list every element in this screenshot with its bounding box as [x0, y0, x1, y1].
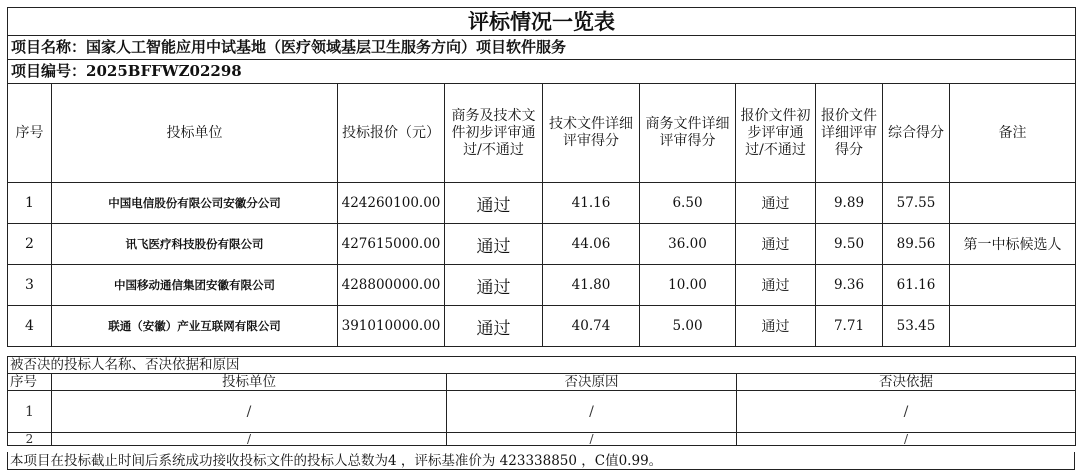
cell-tech-detail: 41.80 [543, 265, 640, 306]
cell-seq: 4 [8, 306, 52, 347]
cell-price-detail: 9.36 [816, 265, 883, 306]
cell-biz-detail: 5.00 [640, 306, 736, 347]
table-row [8, 306, 1076, 347]
evaluation-table [7, 7, 1076, 347]
rejected-cell-unit: / [52, 391, 447, 433]
header-tech-detail: 技术文件详细评审得分 [543, 84, 640, 183]
table-row [8, 183, 1076, 224]
rejected-row [8, 433, 1076, 446]
cell-total: 89.56 [883, 224, 950, 265]
cell-tech-detail: 41.16 [543, 183, 640, 224]
project-name-line [8, 36, 1076, 60]
project-number: 2025BFFWZ02298 [86, 62, 242, 80]
cell-price: 424260100.00 [338, 183, 445, 224]
cell-price: 391010000.00 [338, 306, 445, 347]
cell-price-detail: 9.89 [816, 183, 883, 224]
cell-price-initial: 通过 [736, 183, 816, 224]
rejected-cell-reason: / [447, 391, 737, 433]
rejected-row [8, 391, 1076, 433]
rejected-cell-reason: / [447, 433, 737, 446]
project-name: 国家人工智能应用中试基地（医疗领域基层卫生服务方向）项目软件服务 [86, 38, 567, 56]
cell-total: 53.45 [883, 306, 950, 347]
table-row [8, 265, 1076, 306]
header-total: 综合得分 [883, 84, 950, 183]
rejected-cell-unit: / [52, 433, 447, 446]
project-name-label: 项目名称： [11, 38, 87, 56]
cell-price: 427615000.00 [338, 224, 445, 265]
cell-biz-tech-initial: 通过 [445, 183, 543, 224]
project-number-label: 项目编号： [11, 62, 87, 80]
header-unit: 投标单位 [52, 84, 338, 183]
table-row [8, 224, 1076, 265]
cell-price: 428800000.00 [338, 265, 445, 306]
header-seq: 序号 [8, 84, 52, 183]
cell-price-initial: 通过 [736, 306, 816, 347]
rejected-cell-basis: / [737, 391, 1076, 433]
rejected-cell-basis: / [737, 433, 1076, 446]
cell-seq: 2 [8, 224, 52, 265]
header-price-initial: 报价文件初步评审通过/不通过 [736, 84, 816, 183]
cell-price-detail: 9.50 [816, 224, 883, 265]
cell-remark [950, 265, 1076, 306]
rejected-header-unit: 投标单位 [52, 374, 447, 391]
rejected-cell-seq: 1 [8, 391, 52, 433]
cell-total: 57.55 [883, 183, 950, 224]
cell-price-initial: 通过 [736, 224, 816, 265]
cell-remark [950, 306, 1076, 347]
rejected-header-seq: 序号 [8, 374, 52, 391]
cell-remark: 第一中标候选人 [950, 224, 1076, 265]
header-price-detail: 报价文件详细评审得分 [816, 84, 883, 183]
cell-tech-detail: 44.06 [543, 224, 640, 265]
cell-unit: 讯飞医疗科技股份有限公司 [52, 224, 338, 265]
cell-total: 61.16 [883, 265, 950, 306]
page-title: 评标情况一览表 [8, 8, 1076, 36]
cell-biz-detail: 36.00 [640, 224, 736, 265]
cell-unit: 中国电信股份有限公司安徽分公司 [52, 183, 338, 224]
table-header [8, 84, 1076, 183]
project-number-line [8, 60, 1076, 84]
cell-biz-tech-initial: 通过 [445, 306, 543, 347]
header-remark: 备注 [950, 84, 1076, 183]
header-biz-tech-initial: 商务及技术文件初步评审通过/不通过 [445, 84, 543, 183]
cell-unit: 联通（安徽）产业互联网有限公司 [52, 306, 338, 347]
cell-remark [950, 183, 1076, 224]
header-biz-detail: 商务文件详细评审得分 [640, 84, 736, 183]
cell-biz-tech-initial: 通过 [445, 265, 543, 306]
rejected-header-basis: 否决依据 [737, 374, 1076, 391]
cell-price-initial: 通过 [736, 265, 816, 306]
cell-tech-detail: 40.74 [543, 306, 640, 347]
rejected-header-reason: 否决原因 [447, 374, 737, 391]
cell-seq: 3 [8, 265, 52, 306]
header-price: 投标报价（元） [338, 84, 445, 183]
rejected-table-header [8, 374, 1076, 391]
cell-seq: 1 [8, 183, 52, 224]
footer-note: 本项目在投标截止时间后系统成功接收投标文件的投标人总数为4 ，评标基准价为 423338850 ，C值0.99。 [7, 452, 1075, 470]
cell-biz-tech-initial: 通过 [445, 224, 543, 265]
cell-biz-detail: 6.50 [640, 183, 736, 224]
cell-biz-detail: 10.00 [640, 265, 736, 306]
cell-price-detail: 7.71 [816, 306, 883, 347]
cell-unit: 中国移动通信集团安徽有限公司 [52, 265, 338, 306]
rejected-section-title: 被否决的投标人名称、否决依据和原因 [8, 357, 1076, 374]
rejected-cell-seq: 2 [8, 433, 52, 446]
rejected-bidders-table [7, 356, 1076, 446]
